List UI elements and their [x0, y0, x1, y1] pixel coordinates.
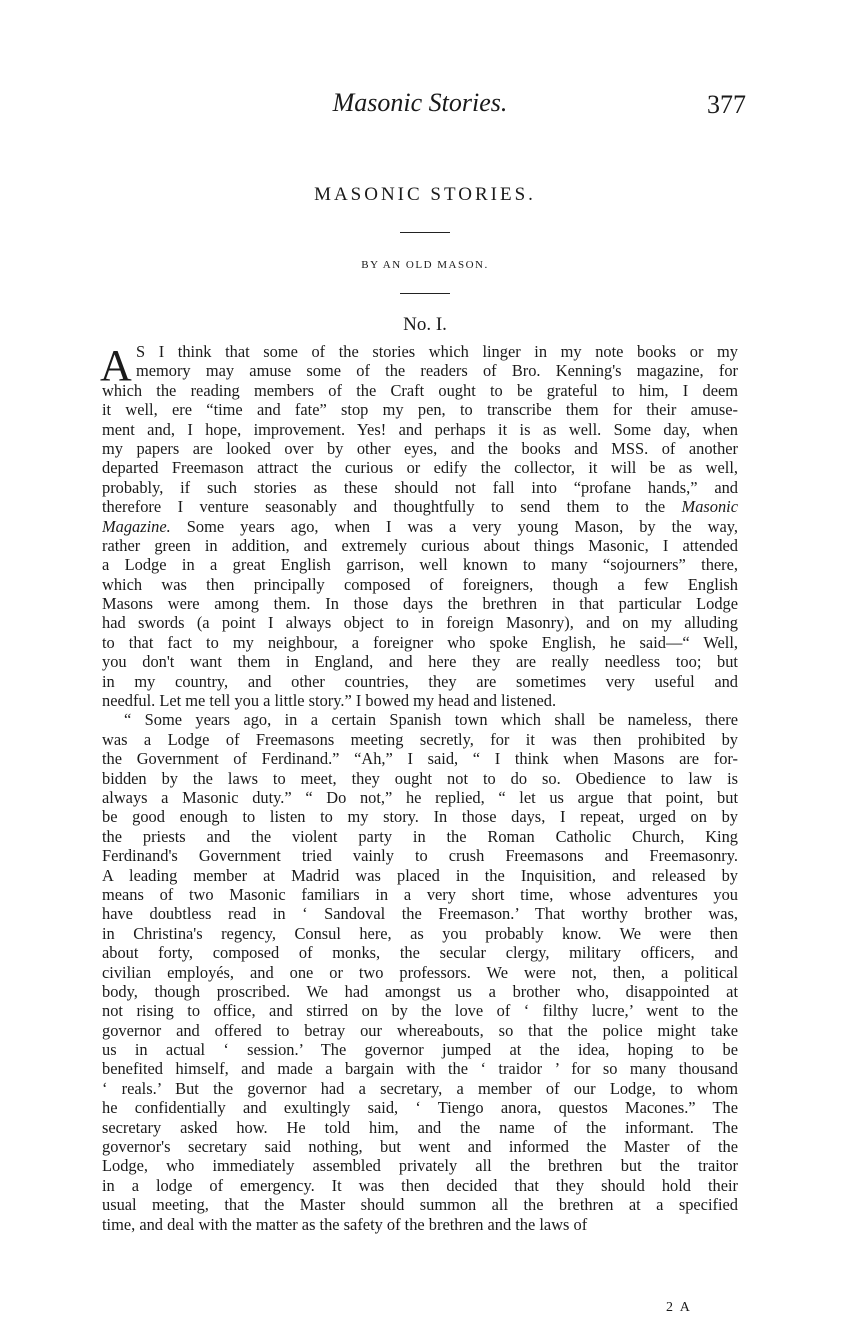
text-line: Magazine. Some years ago, when I was a very young Mason, by the way, — [102, 516, 738, 536]
running-title: Masonic Stories. — [332, 88, 508, 117]
title-divider — [400, 232, 450, 233]
text-line: governor's secretary said nothing, but went and informed the Master of the — [102, 1137, 738, 1157]
text-line: he confidentially and exultingly said, ‘ Tiengo anora, questos Macones.” The — [102, 1098, 738, 1118]
article-title: MASONIC STORIES. — [314, 184, 536, 205]
text-line: bidden by the laws to meet, they ought not to do so. Obedience to law is — [102, 768, 738, 788]
text-line: us in actual ‘ session.’ The governor jumped at the idea, hoping to be — [102, 1040, 738, 1060]
text-line: which the reading members of the Craft ought to be grateful to him, I deem — [102, 380, 738, 400]
text-line: “ Some years ago, in a certain Spanish town which shall be nameless, there — [124, 710, 738, 730]
text-line: ment and, I hope, improvement. Yes! and perhaps it is as well. Some day, when — [102, 419, 738, 439]
text-line: S I think that some of the stories which linger in my note books or my — [136, 342, 738, 361]
text-line: secretary asked how. He told him, and the name of the informant. The — [102, 1117, 738, 1137]
text-line: the Government of Ferdinand.” “Ah,” I said, “ I think when Masons are for- — [102, 749, 738, 769]
text-line: a Lodge in a great English garrison, well known to many “sojourners” there, — [102, 555, 738, 575]
text-line: had swords (a point I always object to in foreign Masonry), and on my alluding — [102, 613, 738, 633]
text-line: A leading member at Madrid was placed in the Inquisition, and released by — [102, 865, 738, 885]
text-line: not rising to office, and stirred on by the love of ‘ filthy lucre,’ went to the — [102, 1001, 738, 1021]
text-line: means of two Masonic familiars in a very short time, whose adventures you — [102, 884, 738, 904]
byline-divider — [400, 293, 450, 294]
text-line: time, and deal with the matter as the safety of the brethren and the laws of — [102, 1214, 588, 1234]
text-line: civilian employés, and one or two professors. We were not, then, a political — [102, 962, 738, 982]
text-line: which was then principally composed of foreigners, though a few English — [102, 574, 738, 594]
page-number: 377 — [707, 90, 746, 119]
text-line: needful. Let me tell you a little story.” I bowed my head and listened. — [102, 691, 557, 711]
text-line: was a Lodge of Freemasons meeting secretly, for it was then prohibited by — [102, 729, 738, 749]
text-line: rather green in addition, and extremely curious about things Masonic, I attended — [102, 535, 738, 555]
drop-cap: A — [100, 341, 132, 390]
text-line: Lodge, who immediately assembled privately all the brethren but the traitor — [102, 1156, 738, 1176]
signature-mark: 2 A — [666, 1300, 692, 1315]
text-line: memory may amuse some of the readers of Bro. Kenning's magazine, for — [136, 361, 738, 381]
text-line: probably, if such stories as these should not fall into “profane hands,” and — [102, 477, 738, 497]
article-body — [102, 342, 738, 1234]
text-line: you don't want them in England, and here they are really needless too; but — [102, 652, 738, 672]
text-line: always a Masonic duty.” “ Do not,” he replied, “ let us argue that point, but — [102, 787, 738, 807]
text-line: have doubtless read in ‘ Sandoval the Freemason.’ That worthy brother was, — [102, 904, 738, 924]
text-line: in my country, and other countries, they are sometimes very useful and — [102, 671, 738, 691]
text-line: Ferdinand's Government tried vainly to crush Freemasons and Freemasonry. — [102, 846, 738, 866]
text-line: usual meeting, that the Master should summon all the brethren at a specified — [102, 1195, 738, 1215]
byline: BY AN OLD MASON. — [361, 259, 489, 271]
text-line: benefited himself, and made a bargain with the ‘ traidor ’ for so many thousand — [102, 1059, 738, 1079]
text-line: to that fact to my neighbour, a foreigner who spoke English, he said—“ Well, — [102, 632, 738, 652]
text-line: therefore I venture seasonably and thoughtfully to send them to the Masonic — [102, 497, 738, 517]
text-line: body, though proscribed. We had amongst us a brother who, disappointed at — [102, 981, 738, 1001]
text-line: the priests and the violent party in the Roman Catholic Church, King — [102, 826, 738, 846]
text-line: my papers are looked over by other eyes, and the books and MSS. of another — [102, 438, 738, 458]
text-line: in a lodge of emergency. It was then decided that they should hold their — [102, 1175, 738, 1195]
text-line: be good enough to listen to my story. In those days, I repeat, urged on by — [102, 807, 738, 827]
running-head — [100, 88, 746, 128]
text-line: ‘ reals.’ But the governor had a secretary, a member of our Lodge, to whom — [102, 1078, 738, 1098]
text-line: in Christina's regency, Consul here, as you probably know. We were then — [102, 923, 738, 943]
text-line: Masons were among them. In those days the brethren in that particular Lodge — [102, 594, 738, 614]
story-number: No. I. — [403, 314, 447, 335]
text-line: it well, ere “time and fate” stop my pen, to transcribe them for their amuse- — [102, 400, 738, 420]
text-line: about forty, composed of monks, the secular clergy, military officers, and — [102, 943, 738, 963]
text-line: departed Freemason attract the curious or edify the collector, it will be as well, — [102, 458, 738, 478]
text-line: governor and offered to betray our whereabouts, so that the police might take — [102, 1020, 738, 1040]
